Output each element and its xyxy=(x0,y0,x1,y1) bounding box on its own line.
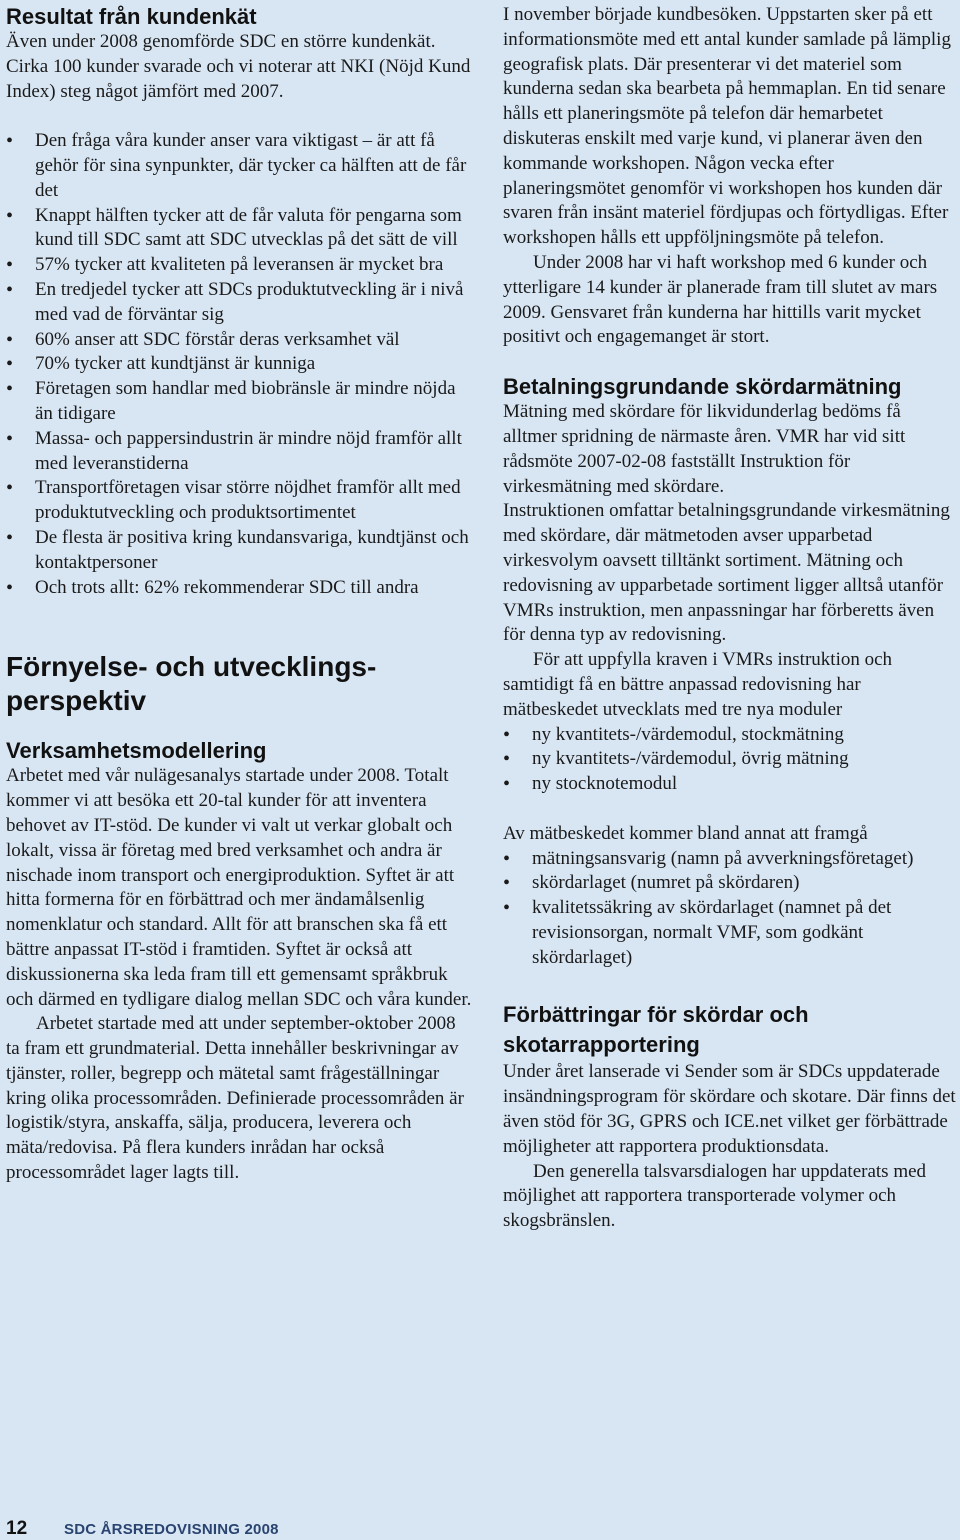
kundenkat-intro: Även under 2008 genomförde SDC en större kundenkät. Cirka 100 kunder svarade och vi noterar att NKI (Nöjd Kund Index) steg något jämfört med 2007. xyxy=(6,31,471,102)
heading-forbattringar-line2: skotarrapportering xyxy=(503,1032,700,1058)
heading-fornyelse-line2: perspektiv xyxy=(6,685,147,717)
list-item: • 60% anser att SDC förstår deras verksamhet väl xyxy=(6,328,474,353)
list-item: • Transportföretagen visar större nöjdhet framför allt med produktutveckling och produktsortimentet xyxy=(6,476,474,526)
matbesked-bullet-list xyxy=(503,847,957,971)
list-item: • Företagen som handlar med biobränsle är mindre nöjda än tidigare xyxy=(6,377,474,427)
heading-verksamhetsmodellering: Verksamhetsmodellering xyxy=(6,738,267,764)
forbattringar-paragraph-2: Den generella talsvarsdialogen har uppdaterats med möjlighet att rapportera transporterade volymer och skogsbränslen. xyxy=(503,1160,927,1232)
skordarmatning-paragraph-3: För att uppfylla kraven i VMRs instruktion och samtidigt få en bättre anpassad redovisning har mätbeskedet utvecklats med tre nya moduler xyxy=(503,649,893,720)
page-footer xyxy=(6,1518,279,1540)
verksamhet-paragraph-2: Arbetet startade med att under september-oktober 2008 ta fram ett grundmaterial. Detta innehåller beskrivningar av tjänster, roller, begrepp och mätetal samt frågeställningar kring olika processområden. Definierade processområden är logistik/styra, anskaffa, sälja, producera, leverera och mäta/redovisa. På flera kunders inrådan har också processområdet lager lagts till. xyxy=(6,1013,464,1184)
list-item: • mätningsansvarig (namn på avverkningsföretaget) xyxy=(503,847,957,872)
list-item: • Den fråga våra kunder anser vara viktigast – är att få gehör för sina synpunkter, där tycker ca hälften att de får det xyxy=(6,129,474,203)
list-item: • ny stocknotemodul xyxy=(503,772,957,797)
list-item: • Massa- och pappersindustrin är mindre nöjd framför allt med leveranstiderna xyxy=(6,427,474,477)
list-item: • En tredjedel tycker att SDCs produktutveckling är i nivå med vad de förväntar sig xyxy=(6,278,474,328)
right-column xyxy=(503,0,957,1234)
heading-fornyelse-line1: Förnyelse- och utvecklings- xyxy=(6,651,377,683)
matbesked-paragraph: Av mätbeskedet kommer bland annat att framgå xyxy=(503,822,868,844)
verksamhet-paragraph-1: Arbetet med vår nulägesanalys startade under 2008. Totalt kommer vi att besöka ett 20-tal kunder för att inventera behovet av IT-stöd. De kunder vi valt ut verkar globalt och lokalt, vissa är företag med bred verksamhet och andra är nischade inom transport och energiproduktion. Syftet är att hitta formerna för en förbättrad och mer ändamålsenlig nomenklatur och standard. Allt för att branschen ska få ett bättre anpassat IT-stöd i framtiden. Syftet är också att diskussionerna ska leda fram till ett gemensamt språkbruk och därmed en tydligare dialog mellan SDC och våra kunder. xyxy=(6,765,472,1010)
skordarmatning-paragraph-1: Mätning med skördare för likvidunderlag bedöms få alltmer spridning de närmaste åren. VMR har vid sitt rådsmöte 2007-02-08 fastställt Instruktion för virkesmätning med skördare. xyxy=(503,401,906,497)
heading-skordarmatning: Betalningsgrundande skördarmätning xyxy=(503,374,902,400)
list-item: • 57% tycker att kvaliteten på leveransen är mycket bra xyxy=(6,253,474,278)
moduler-bullet-list xyxy=(503,723,957,797)
skordarmatning-paragraph-2: Instruktionen omfattar betalningsgrundande virkesmätning med skördare, där mätmetoden avser upparbetad virkesvolym oavsett tilltänkt sortiment. Mätning och redovisning av upparbetade sortiment ligger alltså utanför VMRs instruktion, men anpassningar har förberetts även för denna typ av redovisning. xyxy=(503,500,950,646)
workshop-paragraph: Under 2008 har vi haft workshop med 6 kunder och ytterligare 14 kunder är planerade fram till slutet av mars 2009. Gensvaret från kunderna har hittills varit mycket positivt och engagemanget är stort. xyxy=(503,251,938,348)
left-column xyxy=(6,0,474,1186)
list-item: • Knappt hälften tycker att de får valuta för pengarna som kund till SDC samt att SDC utvecklas på det sätt de vill xyxy=(6,204,474,254)
list-item: • skördarlaget (numret på skördaren) xyxy=(503,871,957,896)
page-number: 12 xyxy=(6,1518,28,1539)
list-item: • ny kvantitets-/värdemodul, övrig mätning xyxy=(503,747,957,772)
list-item: • 70% tycker att kundtjänst är kunniga xyxy=(6,352,474,377)
list-item: • kvalitetssäkring av skördarlaget (namnet på det revisionsorgan, normalt VMF, som godkänt skördarlaget) xyxy=(503,896,957,970)
list-item: • De flesta är positiva kring kundansvariga, kundtjänst och kontaktpersoner xyxy=(6,526,474,576)
list-item: • Och trots allt: 62% rekommenderar SDC till andra xyxy=(6,576,474,601)
list-item: • ny kvantitets-/värdemodul, stockmätning xyxy=(503,723,957,748)
kundenkat-bullet-list xyxy=(6,129,474,600)
publication-title: SDC ÅRSREDOVISNING 2008 xyxy=(64,1521,279,1538)
kundbesok-paragraph: I november började kundbesöken. Uppstarten sker på ett informationsmöte med ett antal kunder samlade på lämplig geografisk plats. Där presenterar vi det materiel som kunderna sedan ska bearbeta på hemmaplan. En tid senare hålls ett planeringsmöte på telefon där hemarbetet diskuteras enskilt med varje kund, vi planerar även den kommande workshopen. Någon vecka efter planeringsmötet genomför vi workshopen hos kunden där svaren från insänt materiel fördjupas och förtydligas. Efter workshopen hålls ett uppföljningsmöte på telefon. xyxy=(503,4,951,249)
heading-kundenkat: Resultat från kundenkät xyxy=(6,4,257,29)
heading-fornyelse xyxy=(6,650,474,718)
heading-forbattringar xyxy=(503,1000,957,1060)
forbattringar-paragraph-1: Under året lanserade vi Sender som är SDCs uppdaterade insändningsprogram för skördare och skotare. Där finns det även stöd för 3G, GPRS och ICE.net vilket ger förbättrade möjligheter att rapportera produktionsdata. xyxy=(503,1061,956,1157)
heading-forbattringar-line1: Förbättringar för skördar och xyxy=(503,1002,809,1028)
